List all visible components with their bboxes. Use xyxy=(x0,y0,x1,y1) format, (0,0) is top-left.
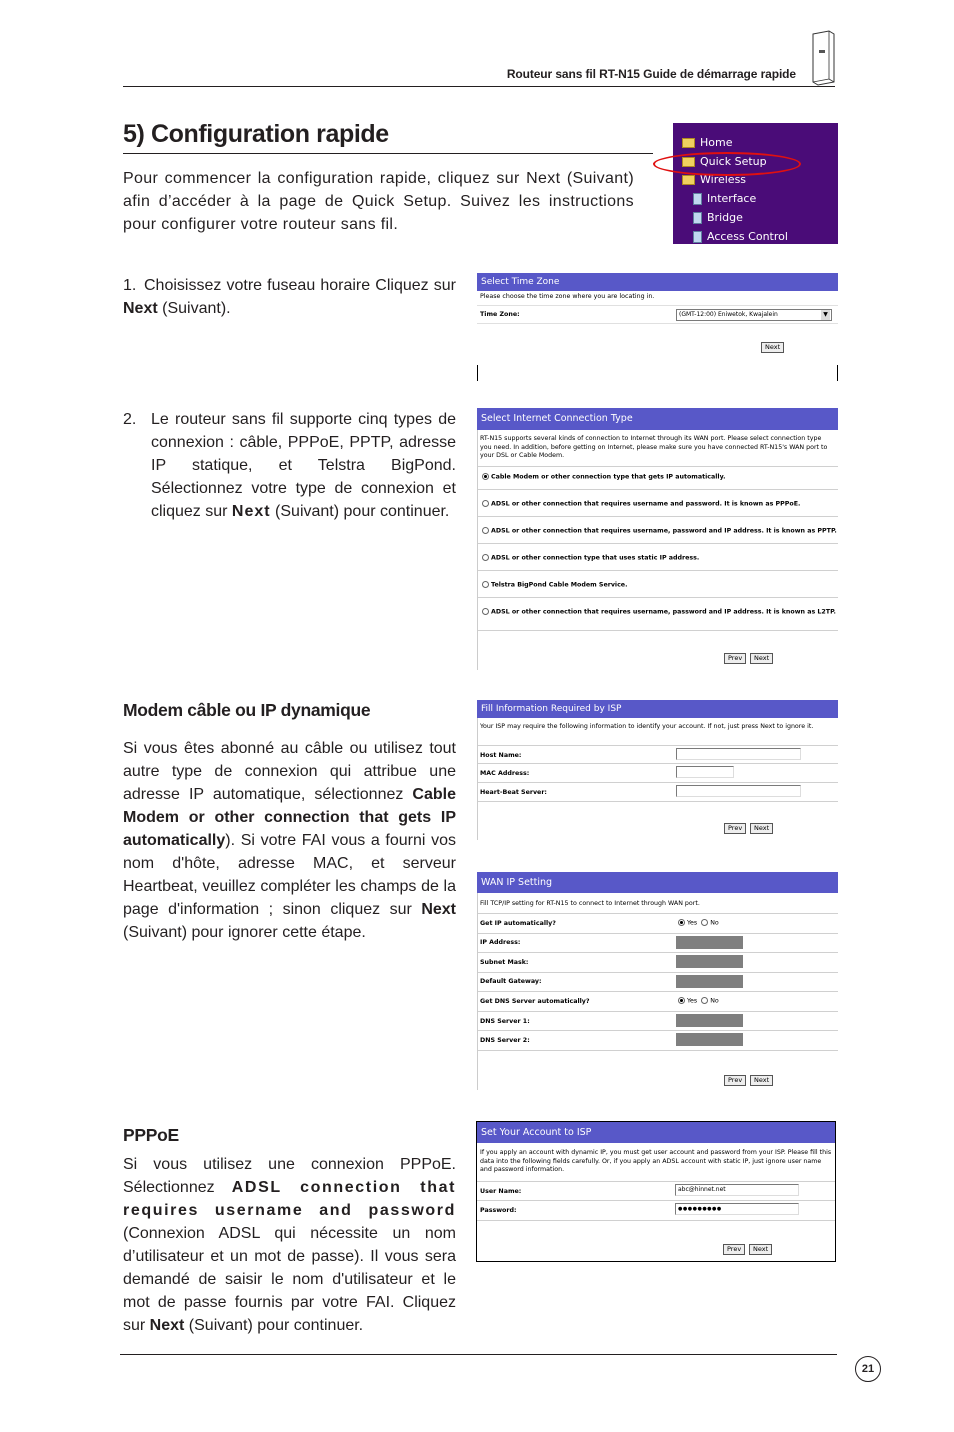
get-dns-auto-label: Get DNS Server automatically? xyxy=(480,998,590,1005)
isp-info-title: Fill Information Required by ISP xyxy=(477,700,838,718)
host-name-label: Host Name: xyxy=(480,752,522,759)
open-folder-icon xyxy=(682,175,695,185)
time-zone-desc: Please choose the time zone where you are locating in. xyxy=(480,293,655,300)
header-rule xyxy=(123,86,835,87)
wan-ip-screenshot xyxy=(477,872,838,1090)
default-gateway-label: Default Gateway: xyxy=(480,978,542,985)
folder-icon xyxy=(682,138,695,148)
password-label: Password: xyxy=(480,1207,517,1214)
isp-info-desc: Your ISP may require the following information to identify your account. If not, just press Next to ignore it. xyxy=(480,723,814,730)
radio-button[interactable] xyxy=(482,473,489,480)
subnet-mask-input[interactable] xyxy=(676,955,743,968)
page-title: 5) Configuration rapide xyxy=(123,120,389,148)
wan-ip-title: WAN IP Setting xyxy=(477,872,838,893)
ip-address-input[interactable] xyxy=(676,936,743,949)
connection-type-title: Select Internet Connection Type xyxy=(477,408,838,430)
radio-button[interactable] xyxy=(482,500,489,507)
menu-item-interface[interactable]: Interface xyxy=(693,192,756,205)
isp-info-screenshot xyxy=(477,700,838,840)
user-name-input[interactable]: abc@hinnet.net xyxy=(675,1184,799,1196)
radio-button[interactable] xyxy=(482,527,489,534)
next-button[interactable]: Next xyxy=(750,823,773,834)
radio-button[interactable] xyxy=(678,997,685,1004)
time-zone-screenshot xyxy=(477,273,838,381)
subnet-mask-label: Subnet Mask: xyxy=(480,959,529,966)
option-cable-modem[interactable]: Cable Modem or other connection type that gets IP automatically. xyxy=(482,473,726,482)
menu-item-access-control[interactable]: Access Control xyxy=(693,230,788,243)
get-dns-auto-radios[interactable]: Yes No xyxy=(678,997,719,1006)
footer-rule xyxy=(120,1354,837,1355)
time-zone-title: Select Time Zone xyxy=(477,273,838,291)
prev-button[interactable]: Prev xyxy=(723,1244,745,1255)
menu-item-home[interactable]: Home xyxy=(682,136,732,149)
option-pppoe[interactable]: ADSL or other connection that requires username and password. It is known as PPPoE. xyxy=(482,500,800,509)
title-rule xyxy=(123,153,653,154)
router-icon xyxy=(807,30,837,86)
step2-paragraph: Le routeur sans fil supporte cinq types de connexion : câble, PPPoE, PPTP, adresse IP statique, et Telstra BigPond. Sélectionnez votre type de connexion et cliquez sur Next (Suivant) pour continuer. xyxy=(151,411,456,520)
dns-server-2-input[interactable] xyxy=(676,1033,743,1046)
radio-button[interactable] xyxy=(482,608,489,615)
prev-button[interactable]: Prev xyxy=(724,1075,746,1086)
wan-ip-desc: Fill TCP/IP setting for RT-N15 to connect to Internet through WAN port. xyxy=(480,900,700,907)
next-button[interactable]: Next xyxy=(750,653,773,664)
mac-address-label: MAC Address: xyxy=(480,770,530,777)
running-header: Routeur sans fil RT-N15 Guide de démarrage rapide xyxy=(506,67,796,81)
account-desc: If you apply an account with dynamic IP, you must get user account and password from your ISP. Please fill this data into the following fields carefully. Or, if you apply an ADSL account with static IP, just ignore user name and password information. xyxy=(480,1149,832,1173)
time-zone-label: Time Zone: xyxy=(480,311,520,318)
get-ip-auto-radios[interactable]: Yes No xyxy=(678,919,719,928)
connection-type-desc: RT-N15 supports several kinds of connection to Internet through its WAN port. Please select connection type you need. In addition, before getting on Internet, please make sure you have connected RT-N15's WAN port to your DSL or Cable Modem. xyxy=(480,435,828,459)
option-pptp[interactable]: ADSL or other connection that requires username, password and IP address. It is known as PPTP. xyxy=(482,527,837,536)
next-button[interactable]: Next xyxy=(750,1075,773,1086)
ip-address-label: IP Address: xyxy=(480,939,521,946)
time-zone-select[interactable]: (GMT-12:00) Eniwetok, Kwajalein ▼ xyxy=(676,309,832,321)
heartbeat-server-input[interactable] xyxy=(676,785,801,797)
host-name-input[interactable] xyxy=(676,748,801,760)
step2-number: 2. xyxy=(123,411,137,428)
menu-item-wireless[interactable]: Wireless xyxy=(682,173,746,186)
option-bigpond[interactable]: Telstra BigPond Cable Modem Service. xyxy=(482,581,627,590)
next-button[interactable]: Next xyxy=(749,1244,772,1255)
modem-paragraph: Si vous êtes abonné au câble ou utilisez tout autre type de connexion qui attribue une adresse IP automatique, sélectionnez Cable Modem or other connection that gets IP automatically). Si votre FAI vous a fourni vos nom d'hôte, adresse MAC, et serveur Heartbeat, veuillez compléter les champs de la page d'information ; sinon cliquez sur Next (Suivant) pour ignorer cette étape. xyxy=(123,740,456,941)
modem-heading: Modem câble ou IP dynamique xyxy=(123,700,371,720)
heartbeat-server-label: Heart-Beat Server: xyxy=(480,789,547,796)
option-static-ip[interactable]: ADSL or other connection type that uses static IP address. xyxy=(482,554,699,563)
prev-button[interactable]: Prev xyxy=(724,653,746,664)
pppoe-paragraph: Si vous utilisez une connexion PPPoE. Sélectionnez ADSL connection that requires username and password (Connexion ADSL qui nécessite un nom d’utilisateur et un mot de passe). Il vous sera demandé de saisir le nom d'utilisateur et le mot de passe fournis par votre FAI. Cliquez sur Next (Suivant) pour continuer. xyxy=(123,1156,456,1334)
radio-button[interactable] xyxy=(678,919,685,926)
dns-server-1-label: DNS Server 1: xyxy=(480,1018,530,1025)
account-screenshot xyxy=(476,1121,836,1262)
document-icon xyxy=(693,231,702,243)
intro-paragraph: Pour commencer la configuration rapide, cliquez sur Next (Suivant) afin d’accéder à la page de Quick Setup. Suivez les instructions pour configurer votre routeur sans fil. xyxy=(123,170,634,233)
account-title: Set Your Account to ISP xyxy=(477,1122,835,1143)
menu-item-quick-setup[interactable]: Quick Setup xyxy=(682,155,767,168)
default-gateway-input[interactable] xyxy=(676,975,743,988)
highlight-circle xyxy=(653,152,801,176)
router-menu-screenshot xyxy=(673,123,838,244)
step1-paragraph: Choisissez votre fuseau horaire Cliquez sur Next (Suivant). xyxy=(123,277,456,317)
document-icon xyxy=(693,212,702,224)
next-button[interactable]: Next xyxy=(761,342,784,353)
step1-number: 1. xyxy=(123,277,137,294)
mac-address-input[interactable] xyxy=(676,766,734,778)
user-name-label: User Name: xyxy=(480,1188,522,1195)
dns-server-2-label: DNS Server 2: xyxy=(480,1037,530,1044)
radio-button[interactable] xyxy=(701,997,708,1004)
option-l2tp[interactable]: ADSL or other connection that requires username, password and IP address. It is known as L2TP. xyxy=(482,608,836,617)
connection-type-screenshot xyxy=(477,408,838,670)
document-icon xyxy=(693,193,702,205)
dns-server-1-input[interactable] xyxy=(676,1014,743,1027)
pppoe-heading: PPPoE xyxy=(123,1125,179,1145)
page-number: 21 xyxy=(855,1356,881,1382)
get-ip-auto-label: Get IP automatically? xyxy=(480,920,556,927)
radio-button[interactable] xyxy=(701,919,708,926)
prev-button[interactable]: Prev xyxy=(724,823,746,834)
password-input[interactable]: ●●●●●●●●● xyxy=(675,1203,799,1215)
chevron-down-icon: ▼ xyxy=(821,310,830,320)
radio-button[interactable] xyxy=(482,554,489,561)
menu-item-bridge[interactable]: Bridge xyxy=(693,211,743,224)
radio-button[interactable] xyxy=(482,581,489,588)
